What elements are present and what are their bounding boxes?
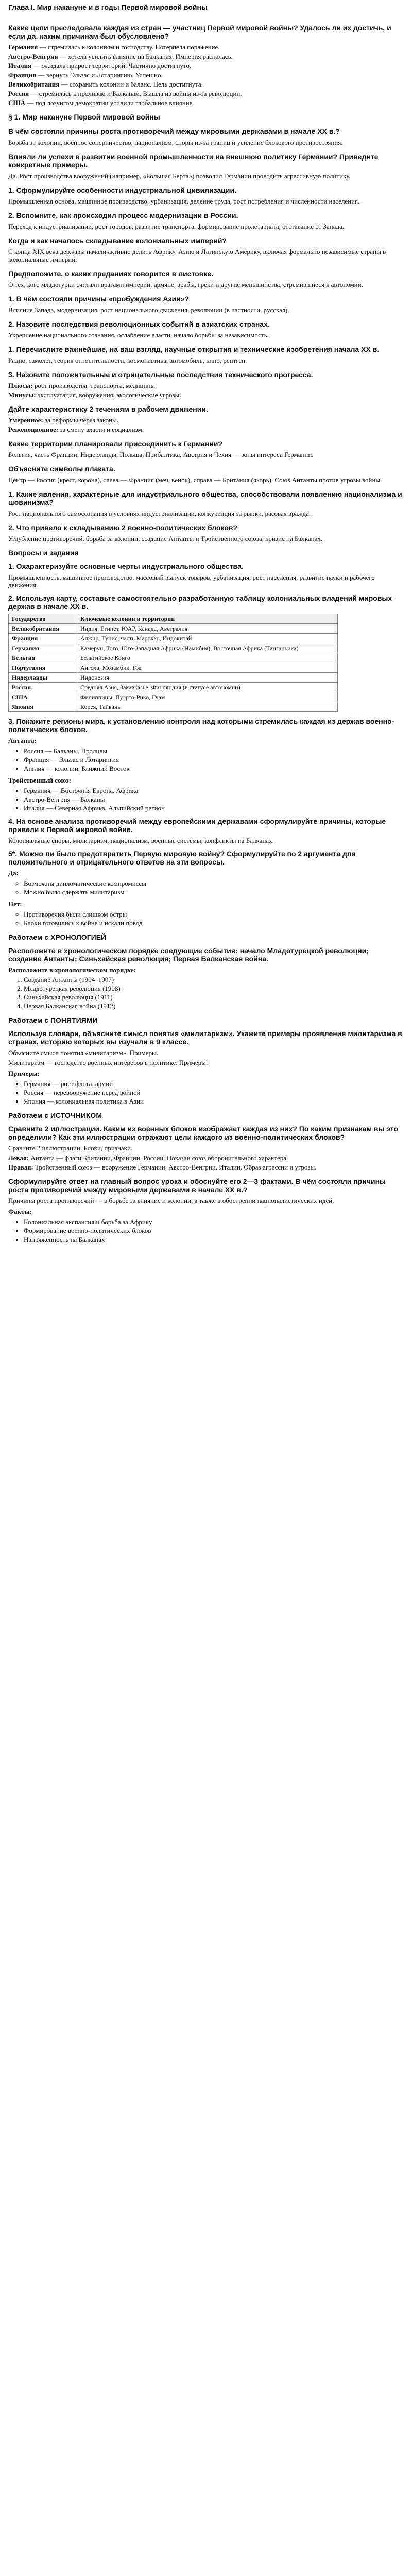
table-cell-territories: Алжир, Тунис, часть Марокко, Индокитай xyxy=(77,634,338,643)
question-heading: 1. В чём состояли причины «пробуждения Азии»? xyxy=(8,295,190,303)
intro-country: Австро-Венгрия xyxy=(8,53,58,60)
table-cell-state: Германия xyxy=(9,643,77,653)
vz-q4: 4. На основе анализа противоречий между европейскими державами сформулируйте причины, которые привели к Первой мировой войне. xyxy=(8,817,386,834)
vz-q1: 1. Охарактеризуйте основные черты индустриального общества. xyxy=(8,562,244,570)
answer-text: С конца XIX века державы начали активно делить Африку, Азию и Латинскую Америку, включая формально независимые страны в колониальные империи. xyxy=(8,248,386,263)
qa-list xyxy=(8,127,404,543)
list-item: • Германия — Восточная Европа, Африка xyxy=(24,787,404,794)
list-item: • Япония — колониальная политика в Азии xyxy=(24,1097,404,1105)
intro-item xyxy=(8,43,404,51)
list-item: 3. Синьхайская революция (1911) xyxy=(24,993,404,1001)
list-item: • Италия — Северная Африка, Альпийский регион xyxy=(24,804,404,812)
intro-text: — хотела усилить влияние на Балканах. Империя распалась. xyxy=(59,53,233,60)
sources-title: Работаем с ИСТОЧНИКОМ xyxy=(8,1111,102,1120)
intro-item xyxy=(8,80,404,88)
list-item: 4. Первая Балканская война (1912) xyxy=(24,1002,404,1010)
sources-question: Сравните 2 иллюстрации. Каким из военных блоков изображает каждая из них? По каким признакам вы это определили? Как эти иллюстрации отражают цели каждого из военно-политических блоков? xyxy=(8,1125,399,1141)
intro-item xyxy=(8,62,404,70)
intro-text: — вернуть Эльзас и Лотарингию. Успешно. xyxy=(38,71,163,79)
list-item: • Франция — Эльзас и Лотарингия xyxy=(24,756,404,764)
table-cell-territories: Средняя Азия, Закавказье, Финляндия (в статусе автономии) xyxy=(77,683,338,692)
intro-country: Великобритания xyxy=(8,80,60,88)
answer-text: Центр — Россия (крест, корона), слева — Франция (меч, венок), справа — Британия (якорь). Союз Антанты против угрозы войны. xyxy=(8,476,382,484)
intro-country: Германия xyxy=(8,43,38,51)
intro-question: Какие цели преследовала каждая из стран — участниц Первой мировой войны? Удалось ли их достичь, и если да, каким причинам был обусловлено? xyxy=(8,24,391,40)
chrono-title: Работаем с ХРОНОЛОГИЕЙ xyxy=(8,933,107,941)
table-row xyxy=(9,683,338,692)
answer-text: Рост национального самосознания в условиях индустриализации, конкуренция за рынки, расовая вражда. xyxy=(8,510,311,517)
answer-part-text: за реформы через законы. xyxy=(44,416,119,424)
question-heading: 1. Сформулируйте особенности индустриальной цивилизации. xyxy=(8,186,236,194)
table-cell-state: Франция xyxy=(9,634,77,643)
table-row xyxy=(9,643,338,653)
chrono-list xyxy=(8,976,404,1010)
question-heading: 1. Какие явления, характерные для индустриального общества, способствовали появлению национализма и шовинизма? xyxy=(8,490,402,506)
sources-left xyxy=(8,1154,404,1162)
answer-text: Да. Рост производства вооружений (например, «Большая Берта») позволил Германии проводить агрессивную политику. xyxy=(8,172,351,180)
intro-country: США xyxy=(8,99,26,107)
answer-text: Радио, самолёт, теория относительности, космонавтика, автомобиль, кино, рентген. xyxy=(8,357,247,364)
table-header-row xyxy=(9,614,338,624)
answer-text: Углубление противоречий, борьба за колонии, создание Антанты и Тройственного союза, кризис на Балканах. xyxy=(8,535,323,543)
triple-list xyxy=(8,787,404,812)
table-header-territories: Ключевые колонии и территории xyxy=(77,614,338,624)
intro-text: — стремилась к проливам и Балканам. Вышла из войны из-за революции. xyxy=(30,90,242,97)
answer-part-label: Умеренное: xyxy=(8,416,43,424)
table-cell-state: Великобритания xyxy=(9,624,77,634)
question-heading: Когда и как началось складывание колониальных империй? xyxy=(8,236,227,245)
answer-text: Борьба за колонии, военное соперничество, национализм, споры из-за границ и усиление блокового противостояния. xyxy=(8,139,343,146)
intro-country: Франция xyxy=(8,71,37,79)
yes-label: Да: xyxy=(8,869,19,877)
table-cell-territories: Индия, Египет, ЮАР, Канада, Австралия xyxy=(77,624,338,634)
intro-text: — ожидала прирост территорий. Частично достигнуто. xyxy=(33,62,192,70)
table-cell-state: США xyxy=(9,692,77,702)
table-cell-territories: Камерун, Того, Юго-Западная Африка (Намибия), Восточная Африка (Танганьика) xyxy=(77,643,338,653)
vz-title: Вопросы и задания xyxy=(8,549,79,557)
chrono-question: Расположите в хронологическом порядке следующие события: начало Младотурецкой революции; создание Антанты; Синьхайская революция; Первая Балканская война. xyxy=(8,946,369,963)
table-cell-territories: Ангола, Мозамбик, Гоа xyxy=(77,663,338,673)
vz-q2: 2. Используя карту, составьте самостоятельно разработанную таблицу колониальных владений мировых держав в начале XX в. xyxy=(8,594,392,611)
final-answer: Причины роста противоречий — в борьбе за влияние и колонии, а также в обострении националистических идей. xyxy=(8,1197,334,1205)
vz-q3: 3. Покажите регионы мира, к установлению контроля над которыми стремилась каждая из держав военно-политических блоков. xyxy=(8,717,394,734)
intro-text: — стремилась к колониям и господству. Потерпела поражение. xyxy=(39,43,220,51)
table-row xyxy=(9,653,338,663)
table-body xyxy=(9,624,338,712)
section-title: § 1. Мир накануне Первой мировой войны xyxy=(8,113,160,121)
concepts-examples xyxy=(8,1080,404,1105)
question-heading: 2. Вспомните, как происходил процесс модернизации в России. xyxy=(8,211,238,219)
list-item: • Австро-Венгрия — Балканы xyxy=(24,795,404,803)
yes-list xyxy=(8,879,404,896)
answer-text: Влияние Запада, модернизация, рост национального движения, революции (в частности, русская). xyxy=(8,306,289,314)
table-cell-state: Португалия xyxy=(9,663,77,673)
chapter-title: Глава I. Мир накануне и в годы Первой мировой войны xyxy=(8,3,208,11)
answer-part xyxy=(8,391,404,399)
intro-item xyxy=(8,99,404,107)
antanta-label: Антанта: xyxy=(8,737,37,744)
answer-text: Переход к индустриализации, рост городов, развитие транспорта, формирование пролетариата, отставание от Запада. xyxy=(8,223,345,230)
sources-left-label: Левая: xyxy=(8,1154,29,1162)
answer-part-text: эксплуатация, вооружения, экологические угрозы. xyxy=(37,391,181,399)
list-item: ◦ Можно было сдержать милитаризм xyxy=(24,888,404,896)
answer-text: О тех, кого младотурки считали врагами империи: армяне, арабы, греки и другие меньшинства, стремившиеся к автономии. xyxy=(8,281,363,289)
question-heading: Какие территории планировали присоединить к Германии? xyxy=(8,439,223,448)
intro-answers xyxy=(8,43,404,107)
list-item: 1. Создание Антанты (1904–1907) xyxy=(24,976,404,984)
chrono-answer-label: Расположите в хронологическом порядке: xyxy=(8,966,136,974)
question-heading: Влияли ли успехи в развитии военной промышленности на внешнюю политику Германии? Приведите конкретные примеры. xyxy=(8,152,379,169)
table-header-state: Государство xyxy=(9,614,77,624)
list-item: • Россия — перевооружение перед войной xyxy=(24,1089,404,1096)
table-cell-territories: Корея, Тайвань xyxy=(77,702,338,712)
answer-part-label: Революционное: xyxy=(8,426,59,433)
intro-item xyxy=(8,53,404,60)
answer-text: Бельгия, часть Франции, Нидерланды, Польша, Прибалтика, Австрия и Чехия — зоны интереса Германии. xyxy=(8,451,314,459)
list-item: • Формирование военно-политических блоков xyxy=(24,1227,404,1234)
list-item: • Германия — рост флота, армии xyxy=(24,1080,404,1088)
table-cell-territories: Филиппины, Пуэрто-Рико, Гуам xyxy=(77,692,338,702)
no-list xyxy=(8,910,404,927)
vz-a1: Промышленность, машинное производство, массовый выпуск товаров, урбанизация, рост населения, развитие науки и рабочего движения. xyxy=(8,573,375,589)
list-item: • Россия — Балканы, Проливы xyxy=(24,747,404,755)
sources-right-label: Правая: xyxy=(8,1163,33,1171)
answer-part-text: за смену власти и социализм. xyxy=(60,426,144,433)
intro-text: — под лозунгом демократии усилили глобальное влияние. xyxy=(27,99,194,107)
table-row xyxy=(9,673,338,683)
concepts-question: Используя словари, объясните смысл понятия «милитаризм». Укажите примеры проявления милитаризма в странах, историю которых вы изучали в 9 классе. xyxy=(8,1029,402,1046)
answer-text: Укрепление национального сознания, ослабление власти, начало борьбы за независимость. xyxy=(8,331,269,339)
sources-left-text: Антанта — флаги Британии, Франции, России. Показан союз оборонительного характера. xyxy=(30,1154,288,1162)
list-item: • Англия — колонии, Ближний Восток xyxy=(24,765,404,772)
vz-a4: Колониальные споры, милитаризм, национализм, военные системы, конфликты на Балканах. xyxy=(8,837,274,844)
answer-part-label: Плюсы: xyxy=(8,382,33,389)
table-row xyxy=(9,634,338,643)
final-question: Сформулируйте ответ на главный вопрос урока и обоснуйте его 2—3 фактами. В чём состояли причины роста противоречий между мировыми державами в начале XX в.? xyxy=(8,1177,386,1194)
list-item: • Напряжённость на Балканах xyxy=(24,1235,404,1243)
antanta-list xyxy=(8,747,404,772)
concepts-examples-label: Примеры: xyxy=(8,1070,40,1077)
list-item: ◦ Противоречия были слишком остры xyxy=(24,910,404,918)
answer-text: Промышленная основа, машинное производство, урбанизация, деление труда, рост потребления и численности населения. xyxy=(8,197,360,205)
question-heading: В чём состояли причины роста противоречий между мировыми державами в начале XX в.? xyxy=(8,127,340,135)
question-heading: Объясните символы плаката. xyxy=(8,465,115,473)
question-heading: 1. Перечислите важнейшие, на ваш взгляд, научные открытия и технические изобретения начала XX в. xyxy=(8,345,380,353)
answer-part-label: Минусы: xyxy=(8,391,36,399)
intro-item xyxy=(8,71,404,79)
answer-part xyxy=(8,426,404,433)
table-row xyxy=(9,702,338,712)
list-item: • Колониальная экспансия и борьба за Африку xyxy=(24,1218,404,1226)
question-heading: 2. Назовите последствия революционных событий в азиатских странах. xyxy=(8,320,270,328)
concepts-title: Работаем с ПОНЯТИЯМИ xyxy=(8,1016,98,1024)
sources-right xyxy=(8,1163,404,1171)
question-heading: Предположите, о каких преданиях говорится в листовке. xyxy=(8,269,214,278)
answer-part-text: рост производства, транспорта, медицины. xyxy=(34,382,157,389)
table-cell-state: Япония xyxy=(9,702,77,712)
list-item: 2. Младотурецкая революция (1908) xyxy=(24,985,404,992)
table-row xyxy=(9,624,338,634)
question-heading: 3. Назовите положительные и отрицательные последствия технического прогресса. xyxy=(8,370,313,379)
table-cell-territories: Индонезия xyxy=(77,673,338,683)
intro-country: Италия xyxy=(8,62,32,70)
answer-part xyxy=(8,382,404,389)
final-facts-label: Факты: xyxy=(8,1208,32,1215)
final-facts xyxy=(8,1218,404,1243)
concepts-answer-label: Объясните смысл понятия «милитаризм». Примеры. xyxy=(8,1049,158,1057)
table-cell-state: Россия xyxy=(9,683,77,692)
list-item: ◦ Возможны дипломатические компромиссы xyxy=(24,879,404,887)
table-row xyxy=(9,692,338,702)
answer-part xyxy=(8,416,404,424)
table-cell-territories: Бельгийское Конго xyxy=(77,653,338,663)
no-label: Нет: xyxy=(8,900,22,908)
question-heading: 2. Что привело к складыванию 2 военно-политических блоков? xyxy=(8,523,238,532)
table-cell-state: Нидерланды xyxy=(9,673,77,683)
sources-right-text: Тройственный союз — вооружение Германии, Австро-Венгрии, Италии. Образ агрессии и угрозы. xyxy=(35,1163,317,1171)
question-heading: Дайте характеристику 2 течениям в рабочем движении. xyxy=(8,405,208,413)
colonies-table xyxy=(8,614,338,712)
triple-label: Тройственный союз: xyxy=(8,776,71,784)
intro-country: Россия xyxy=(8,90,29,97)
concepts-definition: Милитаризм — господство военных интересов в политике. Примеры: xyxy=(8,1059,208,1066)
sources-intro: Сравните 2 иллюстрации. Блоки, признаки. xyxy=(8,1144,133,1152)
vz-q5: 5*. Можно ли было предотвратить Первую мировую войну? Сформулируйте по 2 аргумента для положительного и отрицательного ответов на эти вопросы. xyxy=(8,850,356,866)
table-row xyxy=(9,663,338,673)
intro-text: — сохранить колонии и баланс. Цель достигнута. xyxy=(61,80,203,88)
list-item: ◦ Блоки готовились к войне и искали повод xyxy=(24,919,404,927)
table-cell-state: Бельгия xyxy=(9,653,77,663)
intro-item xyxy=(8,90,404,97)
